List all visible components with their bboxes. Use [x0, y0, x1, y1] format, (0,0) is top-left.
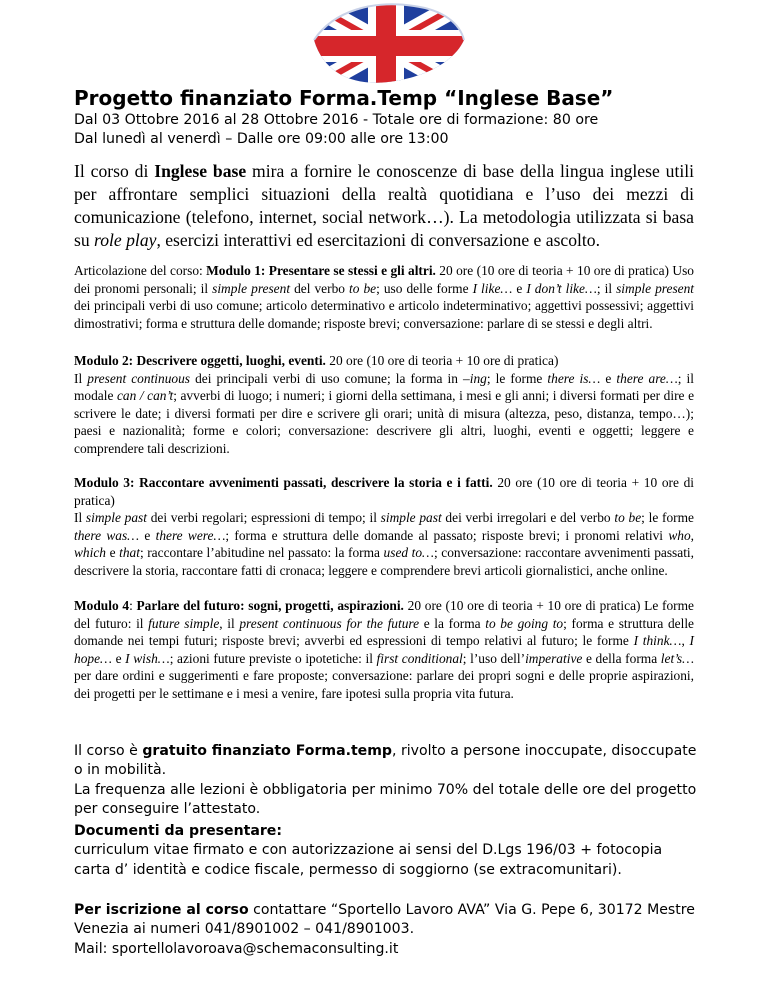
- page-title: Progetto finanziato Forma.Temp “Inglese Base”: [74, 86, 614, 110]
- course-info-paragraph: Il corso è gratuito finanziato Forma.temp, rivolto a persone inoccupate, disoccupate o in mobilità. La frequenza alle lezioni è obbligatoria per minimo 70% del totale delle ore del progetto per conseguire l’attestato.: [74, 743, 697, 818]
- contact-email: Mail: sportellolavoroava@schemaconsulting.it: [74, 940, 399, 957]
- documents-paragraph: Documenti da presentare: curriculum vitae firmato e con autorizzazione ai sensi del D.Lgs 196/03 + fotocopia carta d’ identità e codice fiscale, permesso di soggiorno (se extracomunitari).: [74, 823, 663, 878]
- intro-paragraph: Il corso di Inglese base mira a fornire le conoscenze di base della lingua inglese utili per affrontare semplici situazioni della realtà quotidiana e l’uso dei mezzi di comunicazione (telefono, internet, social network…). La metodologia utilizzata si basa su role play, esercizi interattivi ed esercitazioni di conversazione e ascolto.: [74, 161, 694, 250]
- module-4-paragraph: Modulo 4: Parlare del futuro: sogni, progetti, aspirazioni. 20 ore (10 ore di teoria + 10 ore di pratica) Le forme del futuro: il future simple, il present continuous for the future e la forma to be going to; forma e struttura delle domande nei tempi futuri; risposte brevi; avverbi ed espressioni di tempo relativi al futuro; le forme I think…, I hope… e I wish…; azioni future previste o ipotetiche: il first conditional; l’uso dell’imperative e della forma let’s… per dare ordini e suggerimenti e fare proposte; conversazione: parlare dei propri sogni e delle proprie aspirazioni, dei progetti per le settimane e i mesi a venire, fare ipotesi sulla propria vita futura.: [74, 598, 695, 701]
- registration-paragraph: Per iscrizione al corso contattare “Sportello Lavoro AVA” Via G. Pepe 6, 30172 Mestre Venezia ai numeri 041/8901002 – 041/8901003. Mail: sportellolavoroava@schemaconsulting.it: [74, 902, 695, 957]
- course-schedule: Dal lunedì al venerdì – Dalle ore 09:00 alle ore 13:00: [74, 131, 449, 147]
- course-dates: Dal 03 Ottobre 2016 al 28 Ottobre 2016 - Totale ore di formazione: 80 ore: [74, 112, 599, 128]
- module-2-paragraph: Modulo 2: Descrivere oggetti, luoghi, eventi. 20 ore (10 ore di teoria + 10 ore di pratica) Il present continuous dei principali verbi di uso comune; la forma in –ing; le forme there is… e there are…; il modale can / can’t; avverbi di luogo; i numeri; i giorni della settimana, i mesi e gli anni; i diversi formati per dire e scrivere le date; i diversi formati per dire e scrivere gli orari; unità di misura (altezza, peso, distanza, tempo…); paesi e nazionalità; forme e colori; conversazione: descrivere gli altri, luoghi, eventi e oggetti; leggere e comprendere tali descrizioni.: [74, 353, 695, 456]
- module-1-paragraph: Articolazione del corso: Modulo 1: Presentare se stessi e gli altri. 20 ore (10 ore di teoria + 10 ore di pratica) Uso dei pronomi personali; il simple present del verbo to be; uso delle forme I like… e I don’t like…; il simple present dei principali verbi di uso comune; articolo determinativo e articolo indeterminativo; aggettivi possessivi; aggettivi dimostrativi; forma e struttura delle domande; risposte brevi; conversazione: parlare di se stessi e degli altri.: [74, 263, 695, 331]
- module-3-paragraph: Modulo 3: Raccontare avvenimenti passati, descrivere la storia e i fatti. 20 ore (10 ore di teoria + 10 ore di pratica) Il simple past dei verbi regolari; espressioni di tempo; il simple past dei verbi irregolari e del verbo to be; le forme there was… e there were…; forma e struttura delle domande al passato; risposte brevi; i pronomi relativi who, which e that; raccontare l’abitudine nel passato: la forma used to…; conversazione: raccontare avvenimenti passati, descrivere la storia, raccontare fatti di cronaca; leggere e comprendere brevi articoli giornalistici, anche online.: [74, 475, 695, 578]
- union-jack-flag-icon: [304, 0, 468, 92]
- documents-heading: Documenti da presentare:: [74, 823, 282, 839]
